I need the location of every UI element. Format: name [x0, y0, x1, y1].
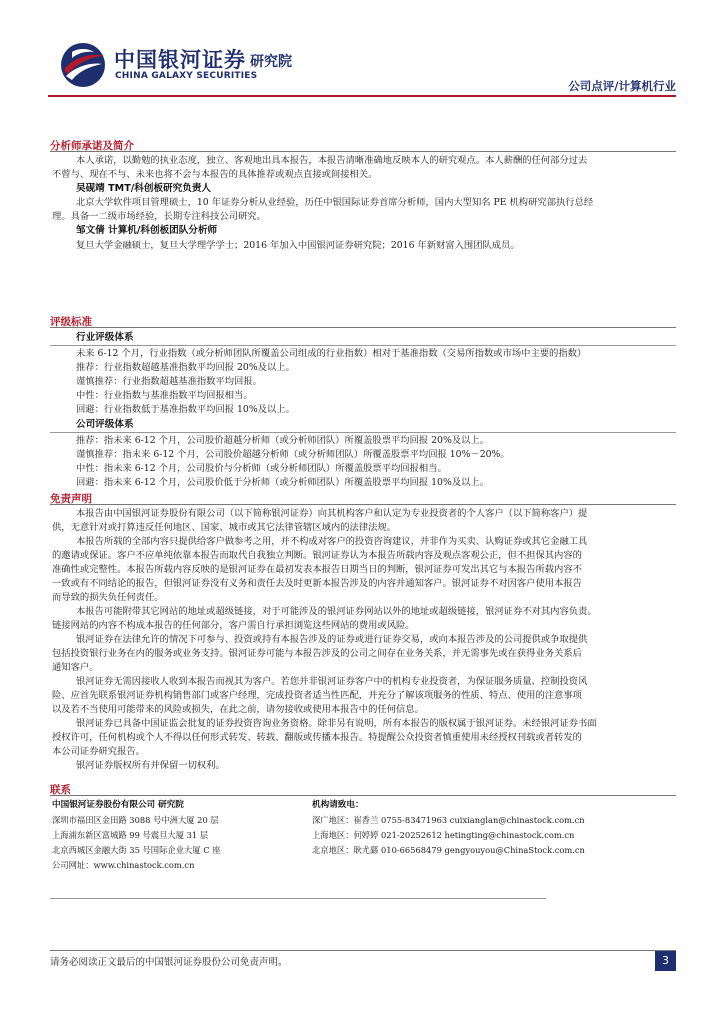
disclaimer-section-rule [50, 504, 676, 505]
company-rating-rule [50, 432, 676, 433]
analyst-bio-line: 复旦大学金融硕士，复旦大学理学学士；2016 年加入中国银河证券研究院；2016 年新财富入围团队成员。 [76, 240, 520, 251]
disclaimer-line: 准确性或完整性。本报告所载内容反映的是银河证券在最初发表本报告日期当日的判断，银河证券可发出其它与本报告所载内容不 [52, 564, 582, 575]
company-rating-line: 中性：指未来 6-12 个月，公司股价与分析师（或分析师团队）所覆盖股票平均回报相当。 [76, 463, 447, 474]
disclaimer-section-title: 免责声明 [50, 493, 92, 505]
disclaimer-line: 银河证券版权所有并保留一切权利。 [76, 760, 225, 771]
disclaimer-line: 本公司证券研究报告。 [52, 746, 145, 757]
analyst-bio-line: 北京大学软件项目管理硕士，10 年证券分析从业经验，历任中银国际证券首席分析师，国内大型知名 PE 机构研究部执行总经 [76, 197, 594, 208]
disclaimer-line: 本报告由中国银河证券股份有限公司（以下简称银河证券）向其机构客户和认定为专业投资者的个人客户（以下简称客户）提 [76, 508, 588, 519]
industry-rating-line: 谨慎推荐：行业指数超越基准指数平均回报。 [76, 376, 262, 387]
disclaimer-line: 的邀请或保证。客户不应单纯依靠本报告而取代自我独立判断。银河证券认为本报告所载内容及观点客观公正，但不担保其内容的 [52, 550, 582, 561]
address-line: 北京西城区金融大街 35 号国际企业大厦 C 座 [52, 845, 221, 855]
contact-end-rule [50, 898, 546, 899]
rating-section-title: 评级标准 [50, 316, 92, 328]
logo-english-name: CHINA GALAXY SECURITIES [115, 71, 258, 81]
contact-section-title: 联系 [50, 784, 71, 796]
industry-rating-line: 未来 6-12 个月，行业指数（或分析师团队所覆盖公司组成的行业指数）相对于基准指数（交易所指数或市场中主要的指数） [76, 348, 587, 359]
company-rating-line: 回避：指未来 6-12 个月，公司股价低于分析师（或分析师团队）所覆盖股票平均回报 10%及以上。 [76, 477, 489, 488]
disclaimer-line: 链接网站的内容不构成本报告的任何部分，客户需自行承担浏览这些网站的费用或风险。 [52, 620, 415, 631]
company-rating-line: 推荐：指未来 6-12 个月，公司股价超越分析师（或分析师团队）所覆盖股票平均回报 20%及以上。 [76, 435, 489, 446]
analyst-bio-line: 理。具备一二级市场经验，长期专注科技公司研究。 [52, 211, 266, 222]
industry-rating-rule [50, 345, 676, 346]
analyst-pledge-line: 不曾与、现在不与、未来也将不会与本报告的具体推荐或观点直接或间接相关。 [52, 169, 378, 180]
address-line: 深圳市福田区金田路 3088 号中洲大厦 20 层 [52, 815, 219, 825]
sales-contact-line: 北京地区：耿尤繇 010-66568479 gengyouyou@ChinaStock.com.cn [312, 845, 585, 855]
footer-rule [50, 950, 676, 951]
disclaimer-line: 银河证券在法律允许的情况下可参与、投资或持有本报告涉及的证券或进行证券交易，或向本报告涉及的公司提供或争取提供 [76, 634, 588, 645]
disclaimer-line: 供，无意针对或打算违反任何地区、国家、城市或其它法律管辖区域内的法律法规。 [52, 522, 396, 533]
sales-contact-line: 深广地区：崔香兰 0755-83471963 cuixianglan@chinastock.com.cn [312, 815, 585, 825]
analyst-pledge-line: 本人承诺，以勤勉的执业态度，独立、客观地出具本报告，本报告清晰准确地反映本人的研究观点。本人薪酬的任何部分过去 [76, 155, 588, 166]
industry-rating-line: 回避：行业指数低于基准指数平均回报 10%及以上。 [76, 404, 295, 415]
company-website: 公司网址：www.chinastock.com.cn [52, 860, 195, 870]
page-header [48, 34, 676, 94]
footer-notice: 请务必阅读正文最后的中国银河证券股份公司免责声明。 [50, 957, 288, 968]
logo-chinese-name: 中国银河证券 [114, 48, 246, 72]
disclaimer-line: 包括投资银行业务在内的服务或业务支持。银河证券可能与本报告涉及的公司之间存在业务关系，并无需事先或在获得业务关系后 [52, 648, 582, 659]
industry-rating-line: 推荐：行业指数超越基准指数平均回报 20%及以上。 [76, 362, 295, 373]
disclaimer-line: 银河证券已具备中国证监会批复的证券投资咨询业务资格。除非另有说明，所有本报告的版权属于银河证券。未经银河证券书面 [76, 718, 597, 729]
sales-contact-line: 上海地区：何婷婷 021-20252612 hetingting@chinastock.com.cn [312, 830, 575, 840]
logo-institute: 研究院 [250, 54, 292, 70]
rating-section-rule [50, 327, 676, 328]
contact-section-rule [50, 795, 676, 796]
disclaimer-line: 银河证券无需因接收人收到本报告而视其为客户。若您并非银河证券客户中的机构专业投资者，为保证服务质量、控制投资风 [76, 676, 588, 687]
disclaimer-line: 本报告可能附带其它网站的地址或超级链接，对于可能涉及的银河证券网站以外的地址或超级链接，银河证券不对其内容负责。 [76, 606, 597, 617]
company-rating-heading: 公司评级体系 [76, 419, 134, 430]
disclaimer-line: 而导致的损失负任何责任。 [52, 592, 164, 603]
analyst-name-line: 吴砚靖 TMT/科创板研究负责人 [76, 183, 212, 194]
page-number: 3 [655, 951, 676, 971]
galaxy-logo-icon [58, 40, 108, 90]
disclaimer-line: 险、应首先联系银河证券机构销售部门或客户经理，完成投资者适当性匹配，并充分了解该项服务的性质、特点、使用的注意事项 [52, 690, 582, 701]
disclaimer-line: 以及若不当使用可能带来的风险或损失，在此之前，请勿接收或使用本报告中的任何信息。 [52, 704, 424, 715]
disclaimer-line: 本报告所载的全部内容只提供给客户做参考之用，并不构成对客户的投资咨询建议，并非作为买卖、认购证券或其它金融工具 [76, 536, 588, 547]
industry-rating-heading: 行业评级体系 [76, 332, 134, 343]
analyst-section-title: 分析师承诺及简介 [50, 140, 134, 152]
report-type: 公司点评/计算机行业 [568, 79, 676, 93]
disclaimer-line: 授权许可，任何机构或个人不得以任何形式转发、转载、翻版或传播本报告。特提醒公众投资者慎重使用未经授权刊载或者转发的 [52, 732, 582, 743]
analyst-section-rule [50, 151, 676, 152]
sales-heading: 机构请致电： [312, 800, 364, 810]
industry-rating-line: 中性：行业指数与基准指数平均回报相当。 [76, 390, 253, 401]
disclaimer-line: 通知客户。 [52, 662, 99, 673]
disclaimer-line: 一致或有不同结论的报告，但银河证券没有义务和责任去及时更新本报告涉及的内容并通知客户。银河证券不对因客户使用本报告 [52, 578, 582, 589]
address-line: 上海浦东新区富城路 99 号震旦大厦 31 层 [52, 830, 209, 840]
company-rating-line: 谨慎推荐：指未来 6-12 个月，公司股价超越分析师（或分析师团队）所覆盖股票平均回报 10%－20%。 [76, 449, 510, 460]
analyst-name-line: 邹文倩 计算机/科创板团队分析师 [76, 225, 218, 236]
header-rule [48, 95, 676, 97]
company-heading: 中国银河证券股份有限公司 研究院 [52, 800, 184, 810]
